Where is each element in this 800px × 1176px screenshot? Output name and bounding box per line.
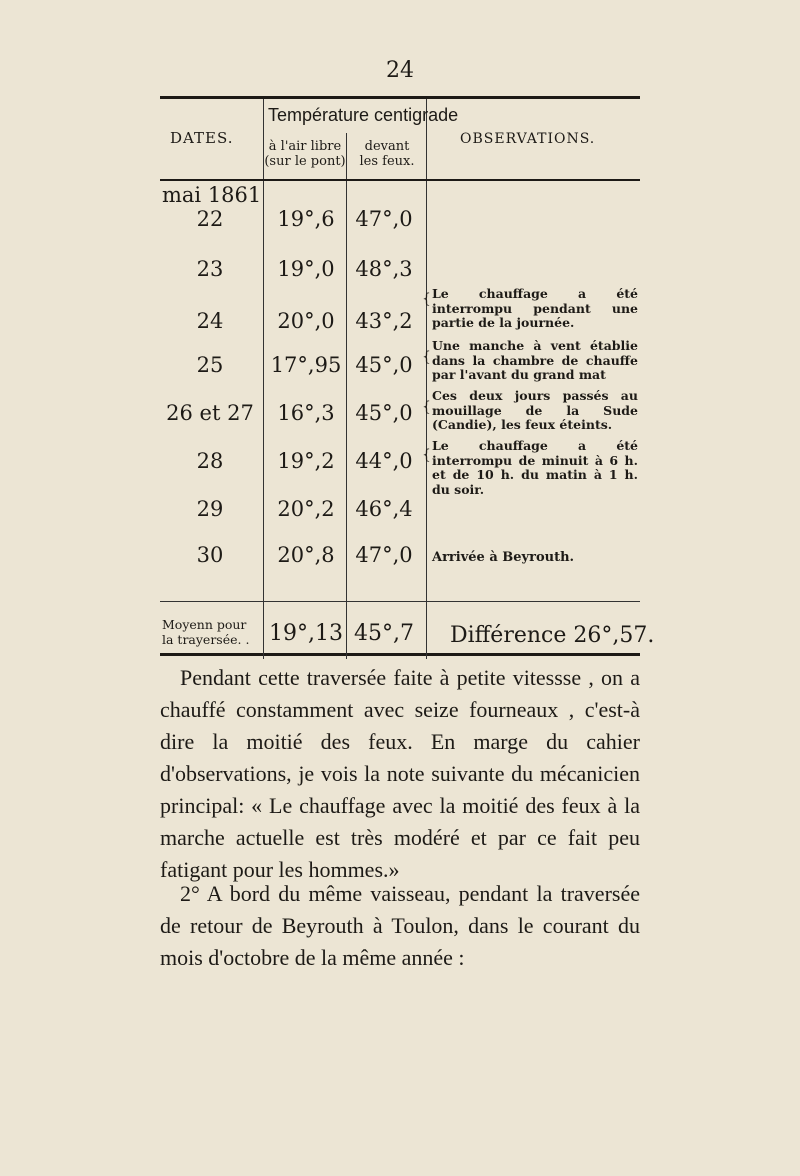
observation-note: Une manche à vent établie dans la chambre de chauffe par l'avant du grand mat [432, 338, 638, 382]
row-date: 25 [196, 353, 224, 377]
average-label: Moyenn pour la trayersée. . [162, 617, 250, 647]
row-date: 22 [196, 207, 224, 231]
header-dates: DATES. [170, 129, 234, 147]
body-paragraph: Pendant cette traversée faite à petite vitessse , on a chauffé constamment avec seize fourneaux , c'est-à dire la moitié des feux. En marge du cahier d'observations, je vois la note suivante du mécanicien principal: « Le chauffage avec la moitié des feux à la marche actuelle est très modéré et par ce fait peu fatigant pour les hommes.» [160, 665, 640, 882]
row-date: 23 [196, 257, 224, 281]
row-feux: 46°,4 [355, 497, 413, 521]
row-feux: 45°,0 [355, 401, 413, 425]
brace-mark: { [422, 399, 431, 415]
observation-note: Le chauffage a été interrompu pendant une partie de la journée. [432, 286, 638, 330]
brace-mark: { [422, 291, 431, 307]
row-air: 17°,95 [270, 353, 342, 377]
row-date: 30 [196, 543, 224, 567]
header-observations: OBSERVATIONS. [460, 131, 596, 147]
row-air: 20°,8 [277, 543, 335, 567]
row-air: 19°,6 [277, 207, 335, 231]
difference: Différence 26°,57. [450, 623, 655, 648]
row-air: 16°,3 [277, 401, 335, 425]
row-date: 28 [196, 449, 224, 473]
row-air: 20°,0 [277, 309, 335, 333]
observation-note: Ces deux jours passés au mouillage de la Sude (Candie), les feux éteints. [432, 388, 638, 432]
header-feux: devant les feux. [359, 139, 415, 169]
row-feux: 45°,0 [355, 353, 413, 377]
temperature-table [160, 96, 655, 656]
average-feux: 45°,7 [354, 621, 414, 646]
row-air: 19°,2 [277, 449, 335, 473]
brace-mark: { [422, 349, 431, 365]
page-number: 24 [386, 58, 414, 83]
brace-mark: { [422, 447, 431, 463]
observation-note: Le chauffage a été interrompu de minuit à 6 h. et de 10 h. du matin à 1 h. du soir. [432, 438, 638, 497]
row-feux: 48°,3 [355, 257, 413, 281]
row-air: 20°,2 [277, 497, 335, 521]
row-feux: 44°,0 [355, 449, 413, 473]
header-temperature: Température centigrade [268, 105, 459, 125]
row-date: 29 [196, 497, 224, 521]
header-air: à l'air libre (sur le pont) [264, 139, 346, 169]
average-air: 19°,13 [269, 621, 343, 646]
observation-note: Arrivée à Beyrouth. [432, 550, 575, 565]
row-air: 19°,0 [277, 257, 335, 281]
row-date: 24 [196, 309, 224, 333]
row-date: 26 et 27 [166, 401, 254, 425]
month-label: mai 1861 [162, 183, 262, 207]
row-feux: 47°,0 [355, 207, 413, 231]
row-feux: 47°,0 [355, 543, 413, 567]
body-paragraph: 2° A bord du même vaisseau, pendant la traversée de retour de Beyrouth à Toulon, dans le courant du mois d'octobre de la même année : [160, 881, 640, 970]
row-feux: 43°,2 [355, 309, 413, 333]
